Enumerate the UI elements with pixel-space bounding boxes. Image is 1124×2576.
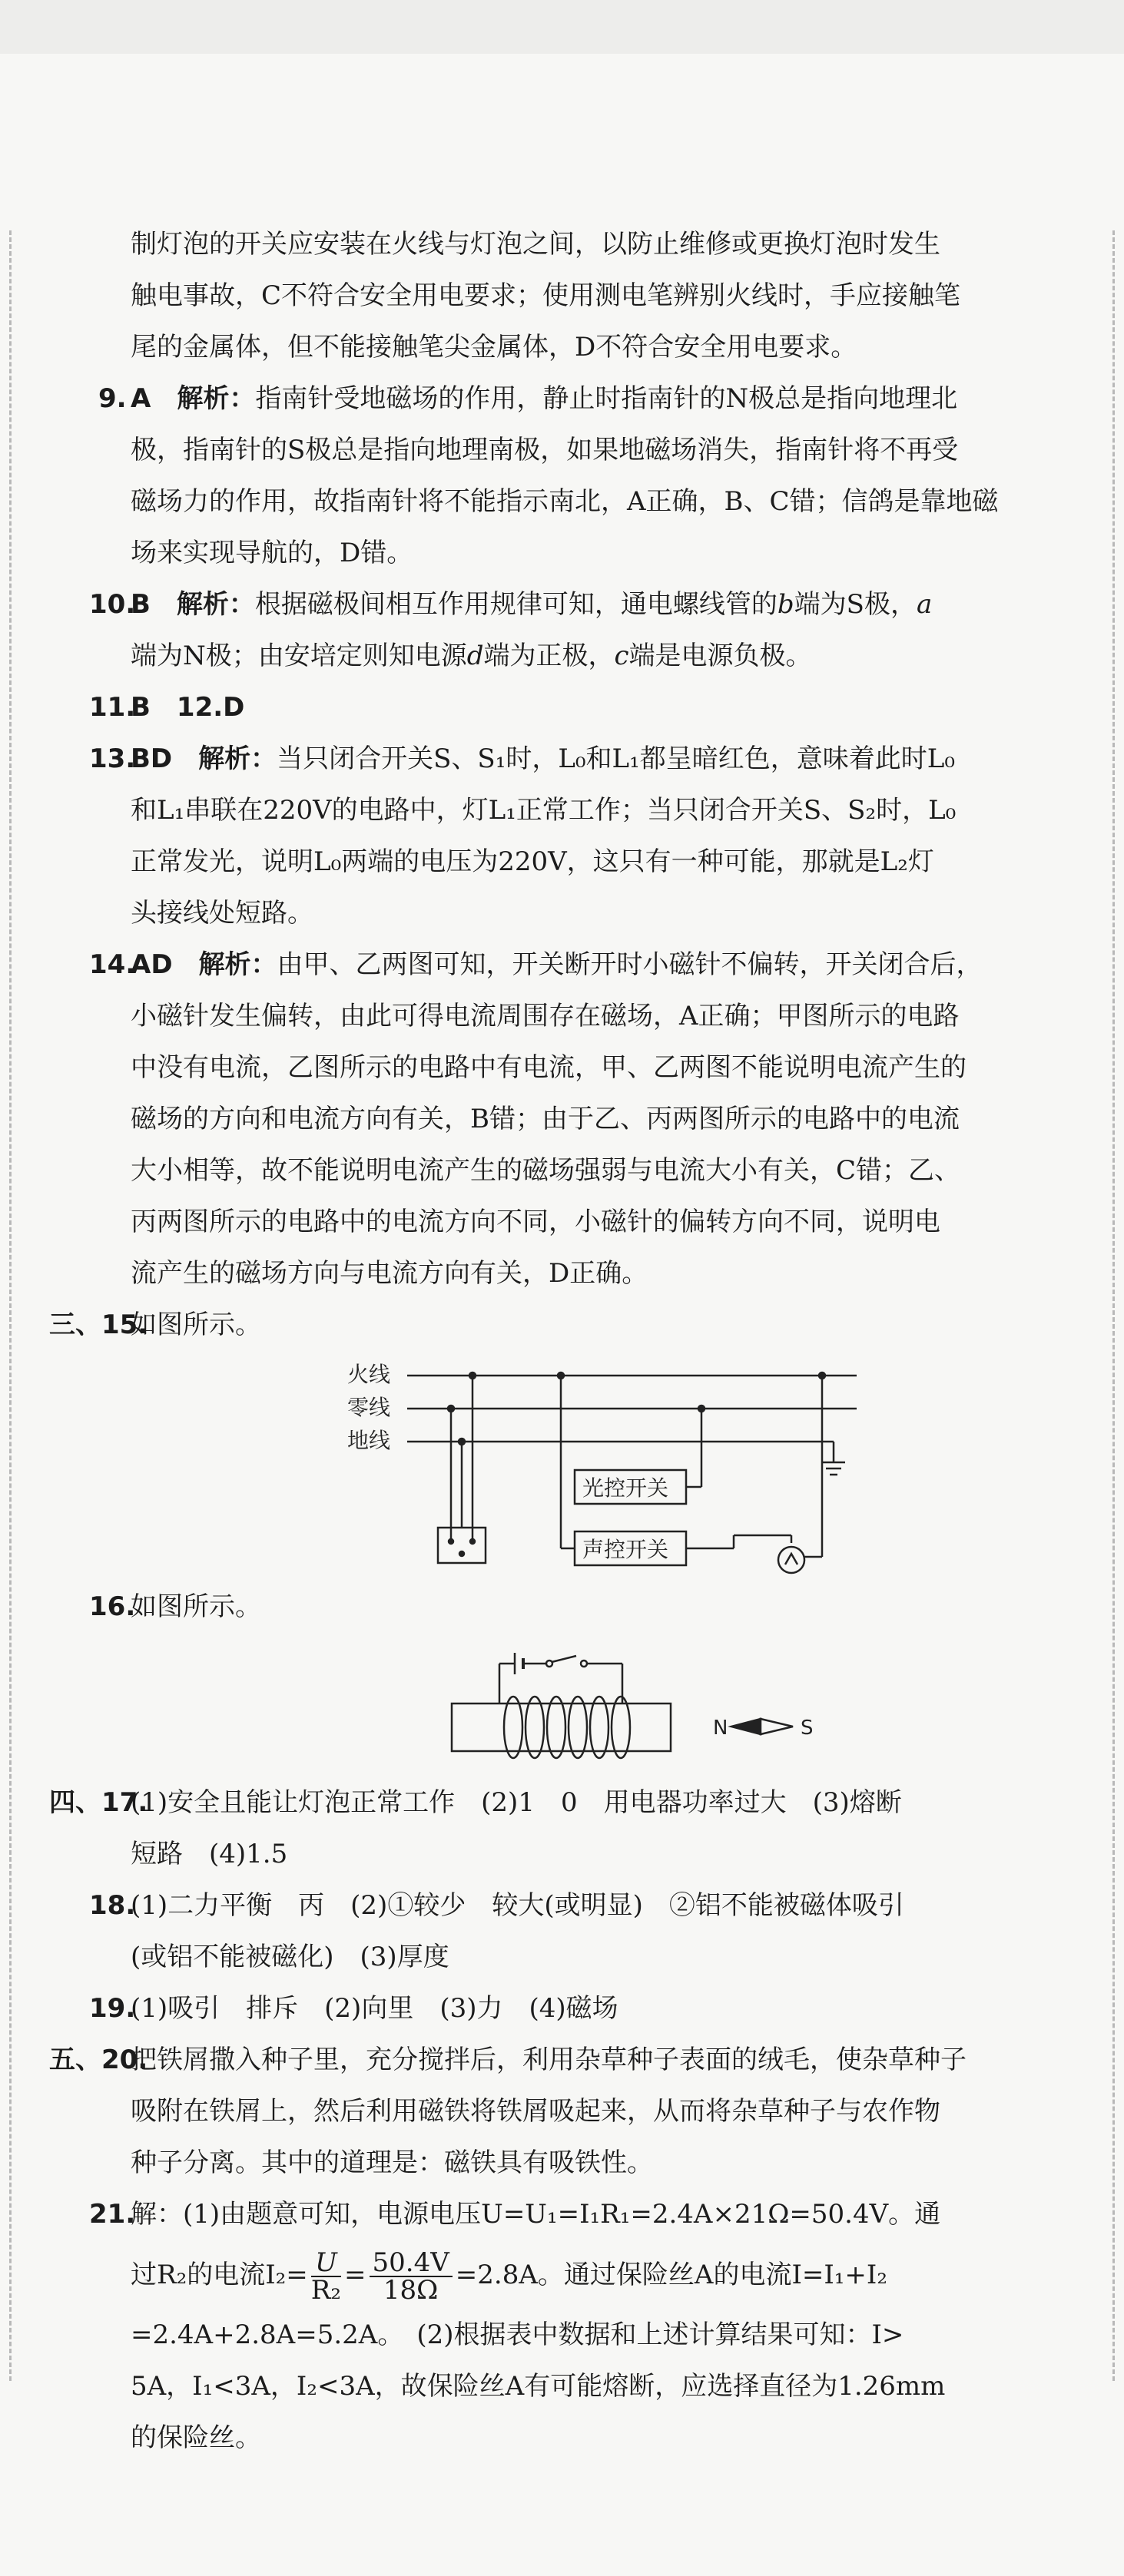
question-21 [54, 2189, 1076, 2464]
analysis-label: 解析： [177, 383, 256, 414]
sound-switch-label: 声控开关 [582, 1537, 669, 1562]
text-span: 端为N极；由安培定则知电源 [131, 641, 467, 671]
text-line: 头接线处短路。 [131, 898, 313, 929]
text-line: =2.4A+2.8A=5.2A。 (2)根据表中数据和上述计算结果可知：I> [131, 2319, 904, 2350]
text-line: (1)二力平衡 丙 (2)①较少 较大(或明显) ②铝不能被磁体吸引 [131, 1890, 904, 1921]
question-20 [49, 2035, 1076, 2189]
text-line: 把铁屑撒入种子里，充分搅拌后，利用杂草种子表面的绒毛，使杂草种子 [131, 2045, 967, 2075]
left-dashed-margin [9, 230, 12, 2381]
text-span: 过R₂的电流I₂= [131, 2260, 308, 2290]
question-number: 9. [98, 383, 127, 414]
neutral-wire-label: 零线 [347, 1395, 391, 1420]
text-span: 端是电源负极。 [628, 641, 812, 671]
analysis-label: 解析： [198, 949, 277, 980]
numerator: 50.4V [370, 2250, 453, 2277]
question-13 [54, 733, 1076, 939]
question-number: 14. [89, 949, 136, 980]
ground-wire-label: 地线 [347, 1428, 391, 1453]
text-line: 吸附在铁屑上，然后利用磁铁将铁屑吸起来，从而将杂草种子与农作物 [131, 2096, 940, 2127]
answer-choice: BD [131, 743, 173, 774]
text-line: 丙两图所示的电路中的电流方向不同，小磁针的偏转方向不同，说明电 [131, 1207, 940, 1237]
text-line: 场来实现导航的，D错。 [131, 538, 413, 568]
compass-needle-south [761, 1719, 793, 1734]
question-14 [54, 939, 1076, 1300]
text-span: 端为S极， [794, 589, 917, 620]
question-18 [54, 1880, 1076, 1983]
answer-choice: B [131, 692, 151, 723]
text-line: 和L₁串联在220V的电路中，灯L₁正常工作；当只闭合开关S、S₂时，L₀ [131, 795, 957, 826]
text-span: 如图所示。 [131, 1591, 261, 1622]
text-line: 的保险丝。 [131, 2422, 261, 2453]
question-number: 13. [89, 743, 136, 774]
fraction-u-over-r2 [310, 2247, 342, 2306]
fraction-value [370, 2247, 453, 2306]
question-number: 五、20. [49, 2045, 148, 2075]
text-line: 5A，I₁<3A，I₂<3A，故保险丝A有可能熔断，应选择直径为1.26mm [131, 2371, 946, 2402]
three-pin-socket [438, 1528, 486, 1563]
text-span: =2.8A。通过保险丝A的电流I=I₁+I₂ [455, 2260, 887, 2290]
question-number: 11. [89, 692, 136, 723]
text-line: (或铝不能被磁化) (3)厚度 [131, 1942, 449, 1972]
text-line: 尾的金属体，但不能接触笔尖金属体，D不符合安全用电要求。 [131, 332, 857, 363]
answer-choice: D [223, 692, 245, 723]
text-line: 触电事故，C不符合安全用电要求；使用测电笔辨别火线时，手应接触笔 [131, 280, 961, 311]
text-line: (1)安全且能让灯泡正常工作 (2)1 0 用电器功率过大 (3)熔断 [131, 1787, 902, 1818]
text-line: 流产生的磁场方向与电流方向有关，D正确。 [131, 1258, 648, 1289]
analysis-label: 解析： [198, 743, 277, 774]
denominator: 18Ω [383, 2275, 439, 2306]
text-line: 极，指南针的S极总是指向地理南极，如果地磁场消失，指南针将不再受 [131, 435, 959, 465]
var-c: c [614, 641, 629, 671]
var-b: b [777, 589, 794, 620]
question-19 [54, 1983, 1076, 2035]
question-number: 三、15. [49, 1310, 148, 1340]
compass-needle-north [731, 1719, 761, 1734]
text-line: 解：(1)由题意可知，电源电压U=U₁=I₁R₁=2.4A×21Ω=50.4V。通 [131, 2199, 941, 2230]
text-line: 大小相等，故不能说明电流产生的磁场强弱与电流大小有关，C错；乙、 [131, 1155, 961, 1186]
right-dashed-margin [1112, 230, 1115, 2381]
text-span: 如图所示。 [131, 1310, 261, 1340]
compass-n-label: N [713, 1717, 728, 1740]
question-11-12 [54, 682, 1076, 733]
q8-continuation [54, 219, 1076, 373]
question-number: 10. [89, 589, 136, 620]
iron-core [452, 1704, 671, 1751]
text-line: 指南针受地磁场的作用，静止时指南针的N极总是指向地理北 [255, 383, 958, 414]
compass-s-label: S [801, 1717, 814, 1740]
question-17 [49, 1777, 1076, 1880]
coil [504, 1697, 630, 1758]
var-a: a [916, 589, 933, 620]
text-line: 磁场力的作用，故指南针将不能指示南北，A正确，B、C错；信鸽是靠地磁 [131, 486, 999, 517]
question-15 [49, 1300, 1076, 1351]
answer-page [49, 219, 1076, 2464]
question-number: 18. [89, 1890, 136, 1921]
text-line: 中没有电流，乙图所示的电路中有电流，甲、乙两图不能说明电流产生的 [131, 1052, 967, 1083]
question-number: 16. [89, 1591, 136, 1622]
text-line: 小磁针发生偏转，由此可得电流周围存在磁场，A正确；甲图所示的电路 [131, 1001, 960, 1031]
numerator: U [311, 2250, 341, 2277]
text-line: 制灯泡的开关应安装在火线与灯泡之间，以防止维修或更换灯泡时发生 [131, 229, 940, 260]
text-line: 磁场的方向和电流方向有关，B错；由于乙、丙两图所示的电路中的电流 [131, 1104, 960, 1134]
question-10 [54, 579, 1076, 682]
switch [546, 1660, 552, 1667]
answer-choice: A [131, 383, 151, 414]
analysis-label: 解析： [176, 589, 255, 620]
text-span: 端为正极， [483, 641, 615, 671]
question-number: 19. [89, 1993, 136, 2024]
text-line: 种子分离。其中的道理是：磁铁具有吸铁性。 [131, 2147, 653, 2178]
text-line: 短路 (4)1.5 [131, 1839, 288, 1869]
var-d: d [466, 641, 484, 671]
live-wire-label: 火线 [347, 1362, 391, 1387]
text-span: = [344, 2260, 366, 2290]
question-number: 12. [176, 692, 224, 723]
denominator: R₂ [310, 2275, 342, 2306]
text-span: 根据磁极间相互作用规律可知，通电螺线管的 [254, 589, 778, 620]
answer-choice: AD [131, 949, 173, 980]
text-line: 正常发光，说明L₀两端的电压为220V，这只有一种可能，那就是L₂灯 [131, 846, 934, 877]
question-number: 四、17. [49, 1787, 148, 1818]
question-number: 21. [89, 2199, 136, 2230]
lamp [778, 1547, 804, 1573]
question-16 [54, 1581, 1076, 1633]
figure-15-circuit [54, 1351, 1076, 1581]
light-switch-label: 光控开关 [582, 1475, 669, 1501]
figure-16-electromagnet [54, 1633, 1076, 1771]
text-line: 由甲、乙两图可知，开关断开时小磁针不偏转，开关闭合后， [277, 949, 983, 980]
text-line: (1)吸引 排斥 (2)向里 (3)力 (4)磁场 [131, 1993, 618, 2024]
text-line: 当只闭合开关S、S₁时，L₀和L₁都呈暗红色，意味着此时L₀ [277, 743, 955, 774]
question-9 [54, 373, 1076, 579]
answer-choice: B [131, 589, 151, 620]
scan-top-band [0, 0, 1124, 54]
